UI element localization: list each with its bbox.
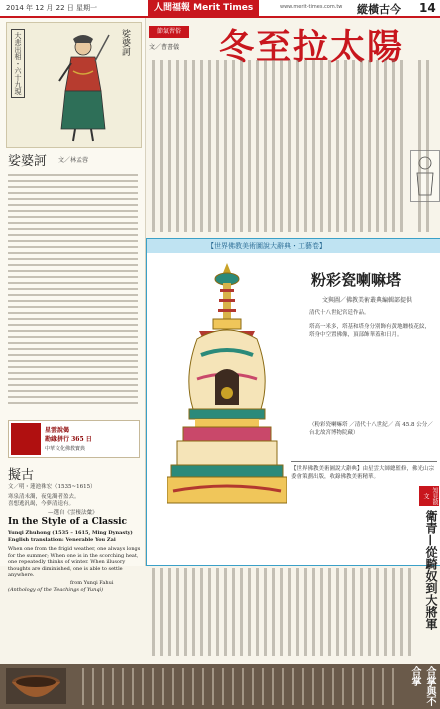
poem-english-source: from Yunqi Fahui bbox=[70, 580, 114, 586]
poem-meta: 文／明・蓮池祩宏（1535~1615） bbox=[8, 484, 96, 490]
poem-english-translator: English translation: Venerable You Zai bbox=[8, 537, 116, 543]
feature-banner-text: 【世界佛教美術圖說大辭典・工藝卷】 bbox=[207, 242, 326, 250]
porcelain-stupa-image bbox=[167, 259, 287, 551]
book-cover-icon bbox=[11, 423, 41, 455]
guardian-figure-icon bbox=[53, 31, 113, 143]
feature-caption: （粉彩瓷喇嘛塔 ／清代十八世紀／ 高 45.8 公分／台北故宮博物院藏） bbox=[309, 422, 433, 436]
feature-title: 粉彩瓷喇嘛塔 bbox=[311, 271, 402, 289]
poem-chinese-line2: 喜想逃汎竭，今夢清逵有。 bbox=[8, 501, 75, 507]
book-ad-line1: 星雲說偈 bbox=[45, 427, 70, 434]
issue-date: 2014 年 12 月 22 日 星期一 bbox=[6, 4, 97, 12]
poem-chinese-source: —選自《雲棲法彙》 bbox=[48, 510, 98, 516]
bottom-article-body bbox=[74, 668, 404, 705]
article-title: 娑婆訶 bbox=[8, 154, 48, 169]
book-advertisement[interactable] bbox=[8, 420, 140, 458]
section-name: 縱橫古今 bbox=[357, 3, 401, 16]
article-body bbox=[8, 174, 138, 408]
book-ad-line2: 勘緣拼行 365 日 bbox=[45, 436, 92, 443]
newspaper-brand: 人間福報 Merit Times bbox=[148, 0, 259, 16]
poem-chinese-line1: 寒泉清未濁，夜兔濁者盈去。 bbox=[8, 494, 80, 500]
figure-sketch-icon bbox=[411, 151, 439, 201]
bottom-feature-headline: 合掌與不合掌 bbox=[409, 666, 435, 706]
book-ad-line3: 中華文化佛教寶典 bbox=[45, 446, 86, 452]
feature-paragraph-2: 塔高一米多，塔基和塔身分別飾有黃地纏枝花紋，塔身中空置佛像，頂部飾華蓋和日月。 bbox=[309, 324, 431, 338]
lower-article-body bbox=[148, 568, 418, 658]
header-kicker: 節氣習俗 bbox=[149, 26, 189, 38]
article-author: 文／林孟蓉 bbox=[58, 157, 89, 164]
page-title: 冬至拉太陽 bbox=[219, 28, 405, 68]
side-article-kicker: 知見散文 bbox=[419, 486, 439, 506]
feature-credit: 文與圖／佛教美術叢典編輯部提供 bbox=[322, 297, 413, 304]
guardian-illustration bbox=[6, 22, 142, 148]
poem-title: 擬古 bbox=[8, 468, 35, 483]
feature-note: 【世界佛教美術圖說大辭典】由星雲大師總監修，佛光山宗委會策劃出版，收錄佛教美術精華。 bbox=[291, 461, 437, 509]
poster-title: 大悲出相・六十九現 bbox=[11, 29, 25, 98]
poem-english-author: Yunqi Zhuhong (1535 – 1615, Ming Dynasty) bbox=[8, 530, 133, 536]
poem-english-source-subtitle: (Anthology of the Teachings of Yunqi) bbox=[8, 587, 104, 593]
bottom-feature bbox=[0, 664, 440, 709]
feature-article bbox=[146, 238, 440, 566]
page-number: 14 bbox=[419, 1, 436, 15]
left-column bbox=[0, 18, 146, 593]
main-article-body bbox=[148, 60, 436, 235]
bowl-photo bbox=[6, 668, 66, 704]
website-url: www.merit-times.com.tw bbox=[280, 4, 343, 10]
feature-paragraph-1: 清代十八世紀宮廷作品。 bbox=[309, 310, 370, 316]
header-byline: 文／曹書儀 bbox=[149, 44, 180, 51]
poem-english-body: When one from the frigid weather, one always longs for the summer; When one is in the scorching heat, one repeatedly thinks of winter. When illusory thoughts are diminished, one is able to settle anywhere. bbox=[8, 546, 141, 578]
side-article bbox=[419, 486, 439, 662]
poster-name: 娑婆訶 bbox=[120, 29, 130, 56]
poem-english-title: In the Style of a Classic bbox=[8, 517, 128, 527]
feature-banner bbox=[147, 239, 440, 253]
side-article-headline: 衛青—從騎奴到大將軍 bbox=[424, 510, 438, 630]
masthead-bar bbox=[0, 0, 440, 18]
inline-figure bbox=[410, 150, 440, 202]
